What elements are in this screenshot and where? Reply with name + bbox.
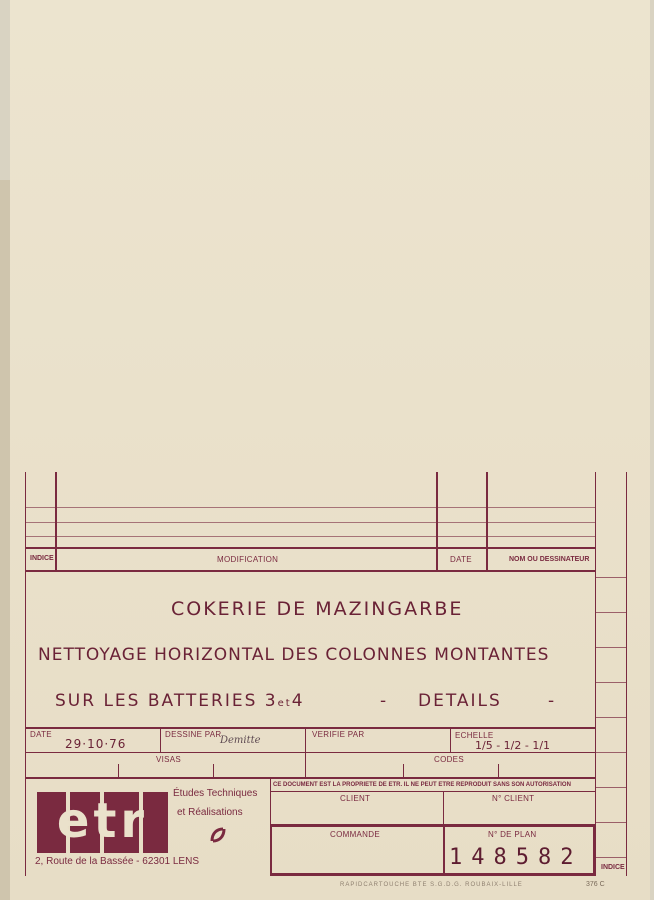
date-label: DATE <box>30 730 52 739</box>
paper-edge <box>0 180 10 900</box>
date-header: DATE <box>450 555 472 564</box>
echelle-label: ECHELLE <box>455 731 494 740</box>
company-name-1: Études Techniques <box>173 788 258 799</box>
commande-label: COMMANDE <box>330 830 380 839</box>
side-indice-label: INDICE <box>601 864 625 871</box>
plan-number: 148582 <box>449 845 583 870</box>
codes-label: CODES <box>434 755 464 764</box>
client-no-label: N° CLIENT <box>492 794 535 803</box>
rights-notice: CE DOCUMENT EST LA PROPRIETE DE ETR. IL NE PEUT ETRE REPRODUIT SANS SON AUTORISATION <box>273 782 571 788</box>
client-label: CLIENT <box>340 794 371 803</box>
title-line-2: NETTOYAGE HORIZONTAL DES COLONNES MONTANTES <box>38 645 550 665</box>
printer-credit: RAPIDCARTOUCHE BTE S.G.D.G. ROUBAIX-LILLE <box>340 882 523 888</box>
company-name-2: et Réalisations <box>177 807 243 818</box>
etr-logo-text: etr <box>56 793 149 849</box>
date-value: 29·10·76 <box>65 737 127 751</box>
visas-label: VISAS <box>156 755 182 764</box>
company-address: 2, Route de la Bassée - 62301 LENS <box>35 856 199 867</box>
modification-header: MODIFICATION <box>217 555 279 564</box>
plan-label: N° DE PLAN <box>488 830 537 839</box>
dessine-label: DESSINE PAR <box>165 730 222 739</box>
title-line-1: COKERIE DE MAZINGARBE <box>171 598 464 620</box>
title-line-3: SUR LES BATTERIES 3et4 <box>55 691 305 711</box>
company-emblem-icon <box>208 825 228 845</box>
title-block <box>25 472 627 876</box>
verifie-label: VERIFIE PAR <box>312 730 365 739</box>
indice-header: INDICE <box>30 555 54 562</box>
title-line-3-details: DETAILS <box>418 691 502 711</box>
dessine-signature: Demitte <box>220 735 261 746</box>
title-line-3-end: - <box>548 691 557 711</box>
designer-header: NOM OU DESSINATEUR <box>509 556 590 563</box>
echelle-value: 1/5 - 1/2 - 1/1 <box>475 739 551 752</box>
title-line-3-dash: - <box>380 691 389 711</box>
form-code: 376 C <box>586 881 605 888</box>
